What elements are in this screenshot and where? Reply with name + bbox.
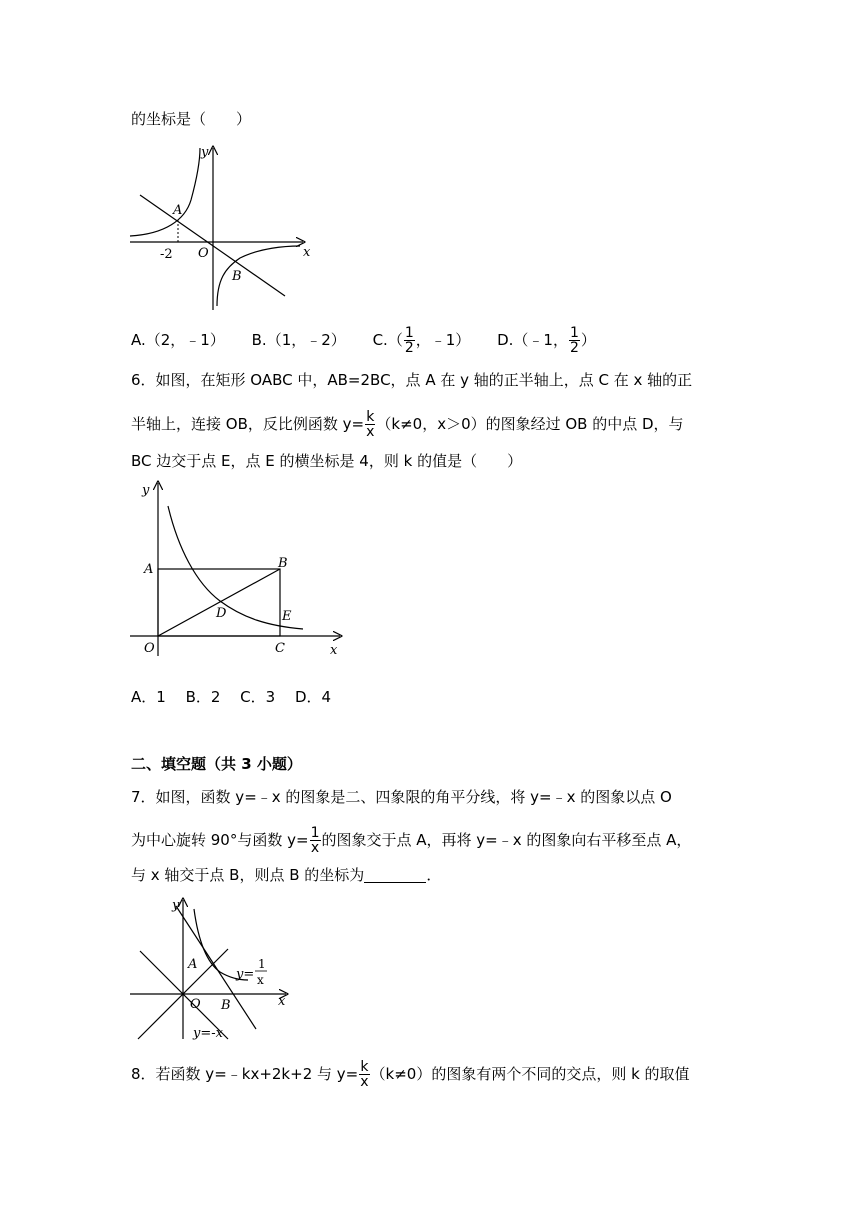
label-B: B <box>221 998 231 1013</box>
label-y: y <box>201 145 209 160</box>
q7-line1: 7．如图，函数 y=﹣x 的图象是二、四象限的角平分线，将 y=﹣x 的图象以点 O <box>131 788 672 806</box>
label-curve: y= <box>236 967 255 982</box>
q7-figure <box>128 894 298 1044</box>
fraction-half: $\frac{1}{2}$ <box>569 325 579 356</box>
q6-line1: 6．如图，在矩形 OABC 中，AB=2BC，点 A 在 y 轴的正半轴上，点 C 在 x 轴的正 <box>131 371 693 389</box>
label-minus2: -2 <box>160 247 173 262</box>
q5-options <box>131 326 596 355</box>
diagonal-OB <box>158 569 280 636</box>
q8-line1: 8．若函数 y=﹣kx+2k+2 与 y= $\frac{k}{x}$ （k≠0）的图象有两个不同的交点，则 k 的取值 <box>131 1059 690 1090</box>
label-A: A <box>173 203 183 218</box>
label-O: O <box>144 641 155 656</box>
section-title: 二、填空题（共 3 小题） <box>131 755 302 773</box>
label-y: y <box>142 483 150 498</box>
fraction-1-over-x: $\frac{1}{x}$ <box>310 825 320 856</box>
q5-option-d: D.（﹣1， $\frac{1}{2}$ ） <box>497 325 596 356</box>
label-C: C <box>275 641 285 656</box>
q7-line3: 与 x 轴交于点 B，则点 B 的坐标为 ． <box>131 866 442 884</box>
q6-line2: 半轴上，连接 OB，反比例函数 y= $\frac{k}{x}$ （k≠0，x＞0）的图象经过 OB 的中点 D，与 <box>131 409 684 440</box>
hyperbola-q2 <box>130 148 200 236</box>
label-x: x <box>278 994 286 1009</box>
fraction-k-over-x: $\frac{k}{x}$ <box>366 409 375 440</box>
q5-option-b: B.（1，﹣2） <box>251 331 346 349</box>
q7-line2: 为中心旋转 90°与函数 y= $\frac{1}{x}$ 的图象交于点 A，再将 y=﹣x 的图象向右平移至点 A， <box>131 825 692 856</box>
q5-figure <box>125 140 320 315</box>
label-curve-den: x <box>257 973 264 987</box>
label-A: A <box>144 562 154 577</box>
label-B: B <box>278 556 288 571</box>
q6-options: A．1 B．2 C．3 D．4 <box>131 688 332 706</box>
label-x: x <box>330 643 338 658</box>
label-D: D <box>216 606 227 621</box>
label-O: O <box>198 246 209 261</box>
label-O: O <box>190 997 201 1012</box>
label-A: A <box>188 957 198 972</box>
hyperbola-q4 <box>217 246 300 306</box>
label-E: E <box>282 609 292 624</box>
label-B: B <box>232 269 242 284</box>
label-curve-num: 1 <box>258 957 266 971</box>
fraction-k-over-x: $\frac{k}{x}$ <box>360 1059 369 1090</box>
q6-figure <box>128 478 358 663</box>
label-y: y <box>172 898 180 913</box>
q5-stem-tail: 的坐标是（ ） <box>131 110 252 128</box>
fraction-half: $\frac{1}{2}$ <box>404 325 414 356</box>
q6-line3: BC 边交于点 E，点 E 的横坐标是 4，则 k 的值是（ ） <box>131 452 523 470</box>
answer-blank[interactable] <box>364 866 426 883</box>
q5-option-c: C.（ $\frac{1}{2}$ ，﹣1） <box>372 325 471 356</box>
label-line: y=-x <box>193 1026 223 1041</box>
q5-option-a: A.（2，﹣1） <box>131 331 225 349</box>
label-x: x <box>303 245 311 260</box>
